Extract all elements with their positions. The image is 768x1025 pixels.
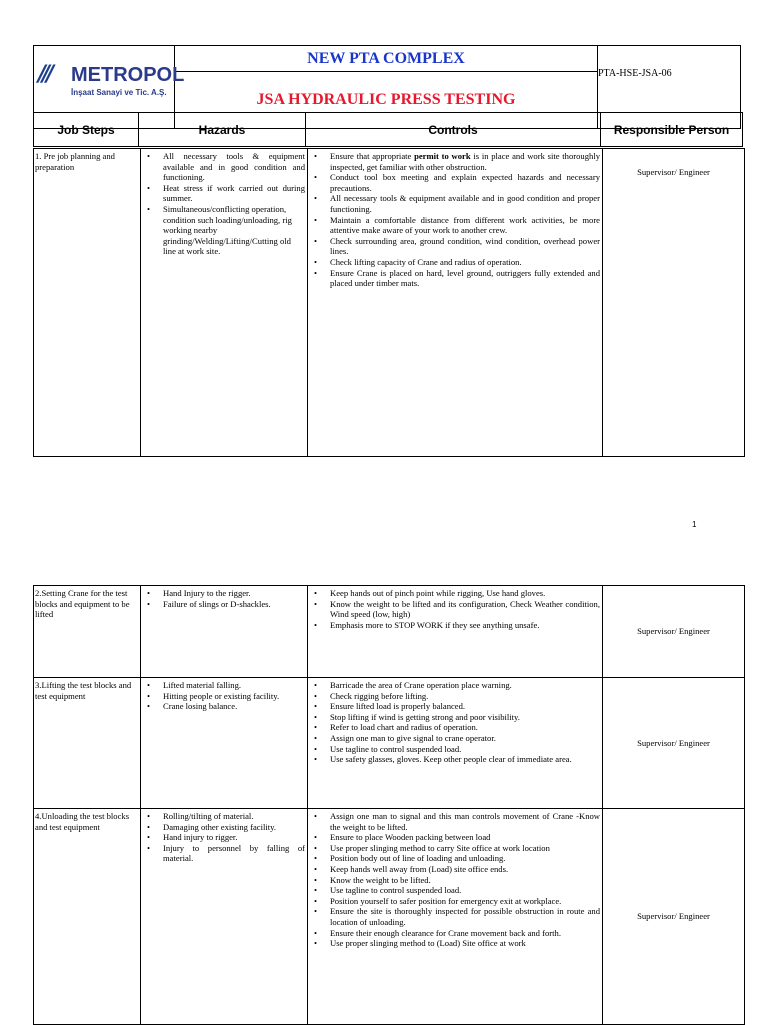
- job-step-cell: 1. Pre job planning and preparation: [34, 149, 141, 457]
- hazard-item: • Hand injury to rigger.: [163, 832, 305, 843]
- controls-cell: [308, 586, 603, 678]
- control-item: • Check lifting capacity of Crane and radius of operation.: [330, 257, 600, 268]
- control-item: • Use tagline to control suspended load.: [330, 885, 600, 896]
- permit-to-work-emphasis: permit to work: [414, 151, 471, 161]
- document-title: NEW PTA COMPLEX: [175, 46, 598, 72]
- control-item: • Stop lifting if wind is getting strong and poor visibility.: [330, 712, 600, 723]
- hazard-item: • Crane losing balance.: [163, 701, 305, 712]
- controls-cell: [308, 809, 603, 1025]
- control-item: • Know the weight to be lifted and its configuration, Check Weather condition, Wind speed (low, high): [330, 599, 600, 620]
- control-item: • Position yourself to safer position for emergency exit at workplace.: [330, 896, 600, 907]
- logo-mark-icon: ///: [38, 62, 51, 87]
- controls-list: [308, 586, 602, 630]
- column-hazards: Hazards: [139, 113, 306, 147]
- jsa-table-page-1: [33, 148, 745, 457]
- hazard-item: • All necessary tools & equipment available and in good condition and functioning.: [163, 151, 305, 183]
- document-reference: PTA-HSE-JSA-06: [598, 46, 741, 129]
- logo-name: METROPOL: [71, 64, 185, 86]
- hazards-cell: [141, 809, 308, 1025]
- hazard-item: • Heat stress if work carried out during summer.: [163, 183, 305, 204]
- control-item: • Ensure Crane is placed on hard, level ground, outriggers fully extended and placed under timber mats.: [330, 268, 600, 289]
- jsa-table-page-2: [33, 585, 745, 1025]
- control-item: • Conduct tool box meeting and explain expected hazards and necessary precautions.: [330, 172, 600, 193]
- control-item: • Maintain a comfortable distance from different work activities, be more attentive make aware of your work to another crew.: [330, 215, 600, 236]
- control-item: • Ensure to place Wooden packing between load: [330, 832, 600, 843]
- table-row: [34, 809, 745, 1025]
- control-item: • Emphasis more to STOP WORK if they see anything unsafe.: [330, 620, 600, 631]
- column-controls: Controls: [306, 113, 601, 147]
- table-row: [34, 678, 745, 809]
- metropol-logo: [34, 46, 185, 112]
- document-subtitle: JSA HYDRAULIC PRESS TESTING: [175, 72, 598, 129]
- responsible-person-cell: Supervisor/ Engineer: [603, 149, 745, 457]
- hazards-list: [141, 149, 307, 257]
- hazards-cell: [141, 586, 308, 678]
- controls-cell: [308, 149, 603, 457]
- control-item: • Position body out of line of loading and unloading.: [330, 853, 600, 864]
- responsible-person-cell: Supervisor/ Engineer: [603, 678, 745, 809]
- control-item: • Use tagline to control suspended load.: [330, 744, 600, 755]
- control-item: • Assign one man to give signal to crane operator.: [330, 733, 600, 744]
- control-item: • Barricade the area of Crane operation place warning.: [330, 680, 600, 691]
- control-item: • All necessary tools & equipment available and in good condition and proper functioning.: [330, 193, 600, 214]
- hazards-list: [141, 586, 307, 609]
- responsible-person-cell: Supervisor/ Engineer: [603, 809, 745, 1025]
- column-job-steps: Job Steps: [34, 113, 139, 147]
- hazard-item: • Failure of slings or D-shackles.: [163, 599, 305, 610]
- control-item: • Keep hands well away from (Load) site office ends.: [330, 864, 600, 875]
- controls-cell: [308, 678, 603, 809]
- hazard-item: • Simultaneous/conflicting operation, condition such loading/unloading, rig working nearby grinding/Welding/Lifting/Cutting old line at work site.: [163, 204, 305, 257]
- control-item: • Keep hands out of pinch point while rigging, Use hand gloves.: [330, 588, 600, 599]
- control-item: • Know the weight to be lifted.: [330, 875, 600, 886]
- control-item: • Use proper slinging method to carry Site office at work location: [330, 843, 600, 854]
- table-row: [34, 586, 745, 678]
- column-responsible-person: Responsible Person: [601, 113, 743, 147]
- job-step-cell: 4.Unloading the test blocks and test equipment: [34, 809, 141, 1025]
- controls-list: [308, 809, 602, 949]
- table-row: [34, 149, 745, 457]
- control-item: • Check rigging before lifting.: [330, 691, 600, 702]
- hazards-list: [141, 809, 307, 864]
- hazards-cell: [141, 678, 308, 809]
- hazards-cell: [141, 149, 308, 457]
- hazard-item: • Hitting people or existing facility.: [163, 691, 305, 702]
- hazard-item: • Injury to personnel by falling of material.: [163, 843, 305, 864]
- hazard-item: • Hand Injury to the rigger.: [163, 588, 305, 599]
- job-step-cell: 3.Lifting the test blocks and test equipment: [34, 678, 141, 809]
- column-header-row: [33, 112, 743, 147]
- page-number: 1: [692, 520, 697, 529]
- control-item: • Use safety glasses, gloves. Keep other people clear of immediate area.: [330, 754, 600, 765]
- responsible-person-cell: Supervisor/ Engineer: [603, 586, 745, 678]
- control-item: • Ensure lifted load is properly balanced.: [330, 701, 600, 712]
- hazard-item: • Rolling/tilting of material.: [163, 811, 305, 822]
- logo-subtitle: İnşaat Sanayi ve Tic. A.Ş.: [71, 88, 167, 97]
- control-item: • Use proper slinging method to (Load) Site office at work: [330, 938, 600, 949]
- hazards-list: [141, 678, 307, 712]
- hazard-item: • Lifted material falling.: [163, 680, 305, 691]
- job-step-cell: 2.Setting Crane for the test blocks and equipment to be lifted: [34, 586, 141, 678]
- control-item: • Refer to load chart and radius of operation.: [330, 722, 600, 733]
- control-item: • Ensure their enough clearance for Crane movement back and forth.: [330, 928, 600, 939]
- control-item: • Check surrounding area, ground condition, wind condition, overhead power lines.: [330, 236, 600, 257]
- hazard-item: • Damaging other existing facility.: [163, 822, 305, 833]
- control-item: • Assign one man to signal and this man controls movement of Crane -Know the weight to be lifted.: [330, 811, 600, 832]
- controls-list: [308, 149, 602, 289]
- control-item: • Ensure the site is thoroughly inspected for possible obstruction in route and location of unloading.: [330, 906, 600, 927]
- control-item: • Ensure that appropriate permit to work is in place and work site thoroughly inspected, get familiar with other obstruction.: [330, 151, 600, 172]
- controls-list: [308, 678, 602, 765]
